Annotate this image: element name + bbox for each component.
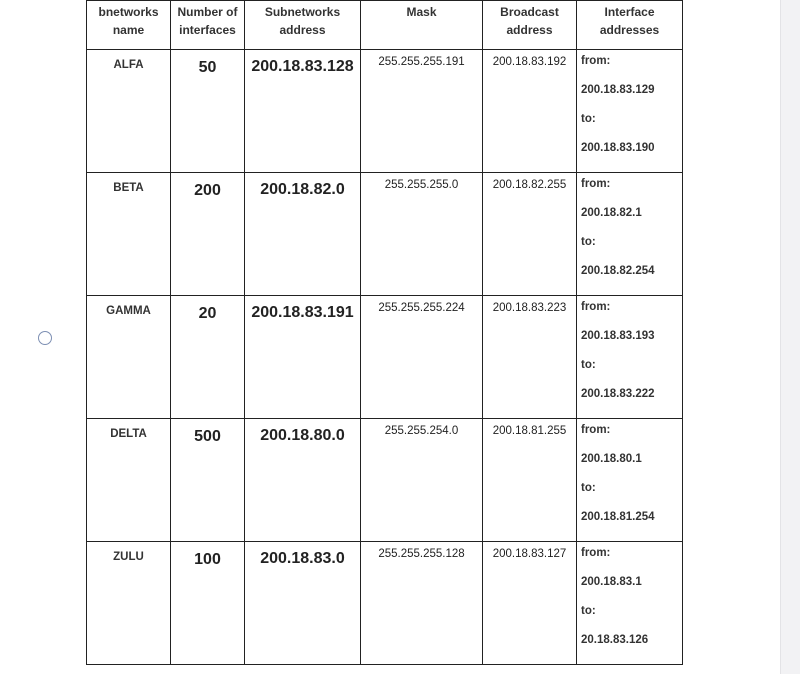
subnet-mask: 255.255.255.191 [361, 50, 483, 173]
number-of-interfaces: 20 [171, 296, 245, 419]
broadcast-address: 200.18.83.192 [483, 50, 577, 173]
to-label: to: [581, 605, 596, 617]
interface-addresses [577, 50, 683, 173]
subnetwork-address: 200.18.83.191 [245, 296, 361, 419]
broadcast-address: 200.18.83.223 [483, 296, 577, 419]
number-of-interfaces: 100 [171, 542, 245, 665]
header-number-of-interfaces: Number of interfaces [171, 1, 245, 50]
subnetwork-name: ZULU [87, 542, 171, 665]
to-label: to: [581, 236, 596, 248]
table-row [87, 419, 683, 542]
to-address: 20.18.83.126 [581, 634, 649, 646]
to-label: to: [581, 359, 596, 371]
from-label: from: [581, 547, 611, 559]
interface-addresses [577, 542, 683, 665]
from-label: from: [581, 178, 611, 190]
subnet-mask: 255.255.255.224 [361, 296, 483, 419]
subnet-mask: 255.255.254.0 [361, 419, 483, 542]
to-label: to: [581, 482, 596, 494]
header-subnetwork-name: bnetworks name [87, 1, 171, 50]
header-subnetwork-address: Subnetworks address [245, 1, 361, 50]
from-address: 200.18.83.1 [581, 576, 642, 588]
from-address: 200.18.83.129 [581, 84, 655, 96]
subnet-mask: 255.255.255.128 [361, 542, 483, 665]
table-row [87, 296, 683, 419]
subnetwork-address: 200.18.83.128 [245, 50, 361, 173]
to-address: 200.18.82.254 [581, 265, 655, 277]
number-of-interfaces: 200 [171, 173, 245, 296]
to-address: 200.18.83.190 [581, 142, 655, 154]
subnet-mask: 255.255.255.0 [361, 173, 483, 296]
to-label: to: [581, 113, 596, 125]
from-address: 200.18.83.193 [581, 330, 655, 342]
from-label: from: [581, 424, 611, 436]
subnetwork-name: BETA [87, 173, 171, 296]
number-of-interfaces: 500 [171, 419, 245, 542]
subnet-table [86, 0, 683, 665]
interface-addresses [577, 173, 683, 296]
to-address: 200.18.81.254 [581, 511, 655, 523]
subnetwork-name: GAMMA [87, 296, 171, 419]
from-address: 200.18.82.1 [581, 207, 642, 219]
broadcast-address: 200.18.81.255 [483, 419, 577, 542]
answer-radio-button[interactable] [38, 331, 52, 345]
subnetwork-name: ALFA [87, 50, 171, 173]
from-label: from: [581, 55, 611, 67]
header-mask: Mask [361, 1, 483, 50]
table-row [87, 50, 683, 173]
subnetwork-address: 200.18.80.0 [245, 419, 361, 542]
header-interface-addresses: Interface addresses [577, 1, 683, 50]
broadcast-address: 200.18.83.127 [483, 542, 577, 665]
number-of-interfaces: 50 [171, 50, 245, 173]
right-side-panel [780, 0, 800, 674]
interface-addresses [577, 419, 683, 542]
header-row [87, 1, 683, 50]
subnetwork-name: DELTA [87, 419, 171, 542]
subnetwork-address: 200.18.82.0 [245, 173, 361, 296]
interface-addresses [577, 296, 683, 419]
header-broadcast-address: Broadcast address [483, 1, 577, 50]
subnetwork-address: 200.18.83.0 [245, 542, 361, 665]
from-label: from: [581, 301, 611, 313]
broadcast-address: 200.18.82.255 [483, 173, 577, 296]
table-row [87, 173, 683, 296]
to-address: 200.18.83.222 [581, 388, 655, 400]
from-address: 200.18.80.1 [581, 453, 642, 465]
table-row [87, 542, 683, 665]
